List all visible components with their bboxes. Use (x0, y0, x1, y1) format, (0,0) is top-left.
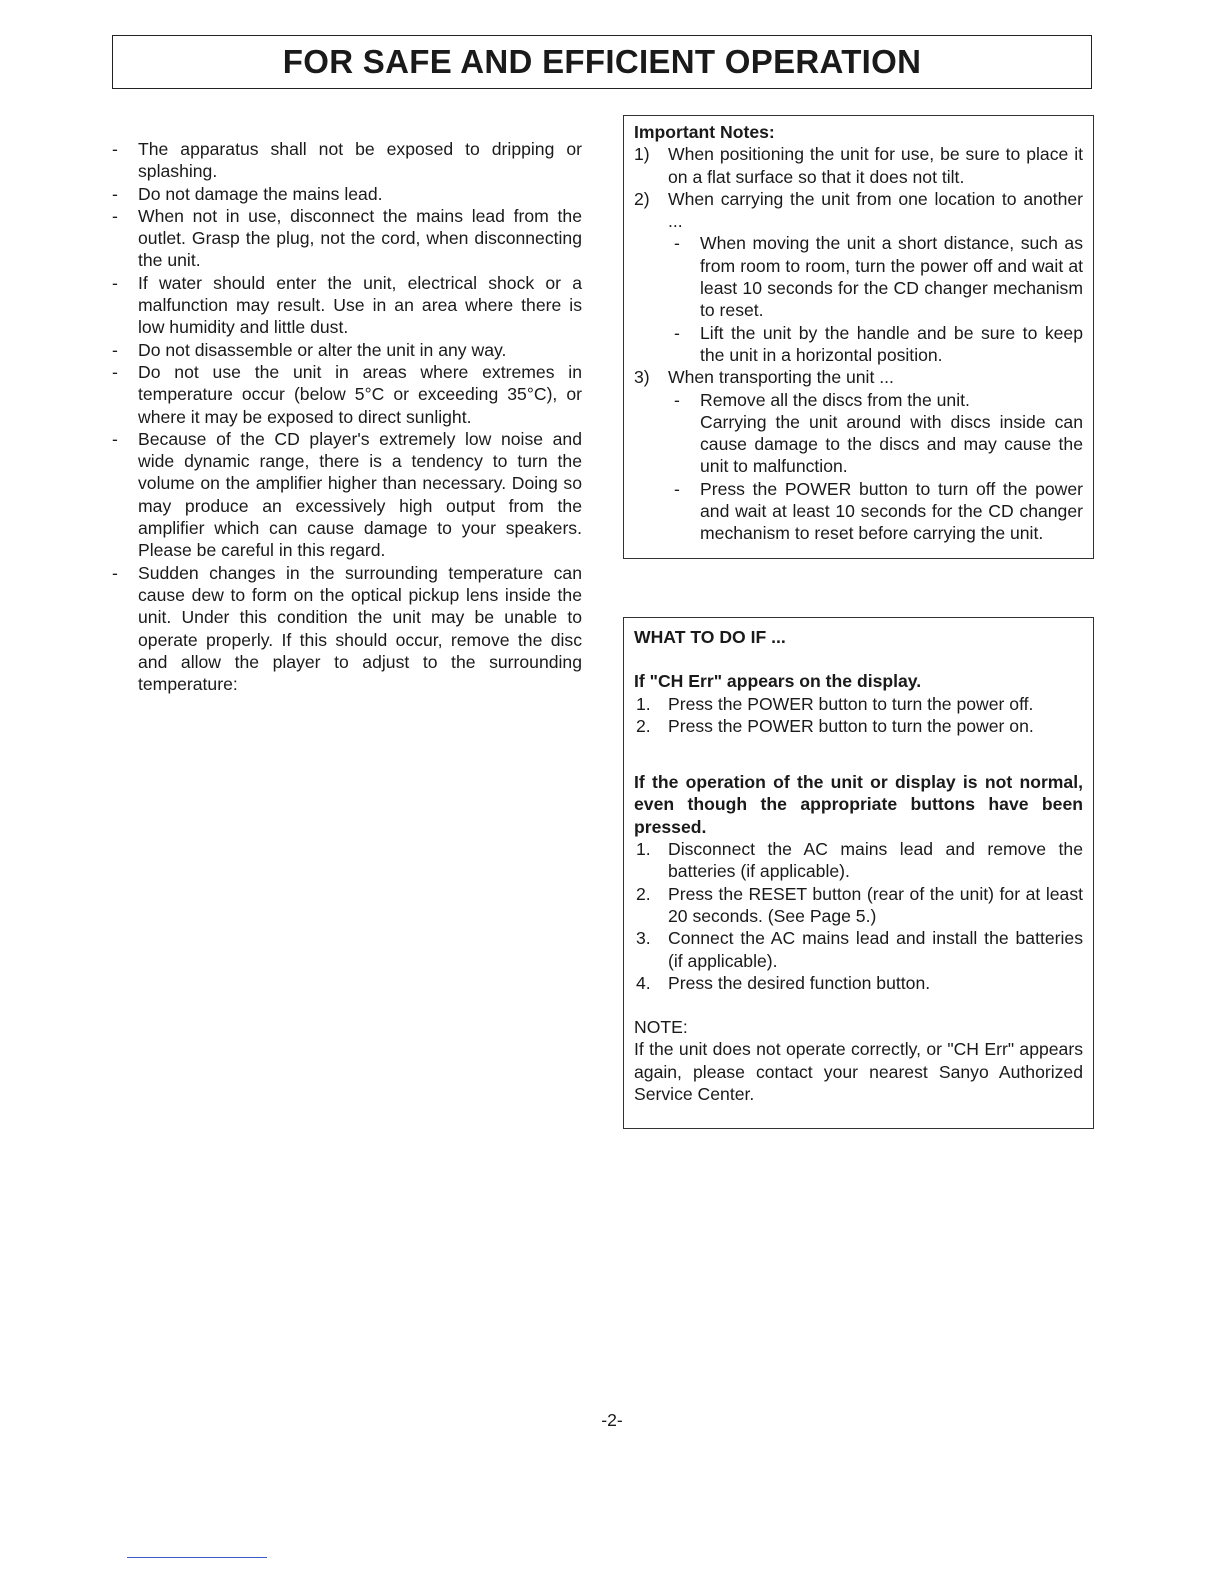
list-item (112, 428, 582, 562)
list-item-text: The apparatus shall not be exposed to dripping or splashing. (138, 139, 582, 182)
important-notes-box (623, 115, 1094, 559)
note-item (634, 188, 1083, 233)
step-text: Connect the AC mains lead and install the batteries (if applicable). (668, 928, 1083, 971)
step-number: 3. (636, 928, 651, 949)
list-item-text: If water should enter the unit, electrical shock or a malfunction may result. Use in an area where there is low humidity and little dust. (138, 272, 582, 338)
footer-rule (127, 1557, 267, 1558)
subitem-dash: - (674, 322, 680, 343)
note-text: When carrying the unit from one location to another ... (668, 188, 1083, 232)
section-heading: If the operation of the unit or display is not normal, even though the appropriate buttons have been pressed. (634, 772, 1083, 837)
note-label: NOTE: (634, 1017, 688, 1038)
note-text: When positioning the unit for use, be sure to place it on a flat surface so that it does not tilt. (668, 144, 1083, 187)
list-item (112, 361, 582, 428)
step-text: Press the desired function button. (668, 972, 931, 993)
note-subitem (634, 478, 1083, 545)
step-number: 1. (636, 693, 651, 714)
list-item (112, 183, 582, 205)
step-text: Press the POWER button to turn the power on. (668, 715, 1034, 736)
subitem-text: Remove all the discs from the unit. (700, 389, 970, 410)
note-number: 3) (634, 367, 650, 388)
list-dash: - (112, 428, 118, 449)
list-dash: - (112, 361, 118, 382)
notes-heading: Important Notes: (634, 122, 775, 142)
safety-list (112, 138, 582, 695)
list-item-text: When not in use, disconnect the mains lead from the outlet. Grasp the plug, not the cord, when disconnecting the unit. (138, 205, 582, 271)
page-title: FOR SAFE AND EFFICIENT OPERATION (282, 43, 922, 80)
step-number: 2. (636, 715, 651, 736)
section-heading: If "CH Err" appears on the display. (634, 671, 922, 692)
list-item (112, 562, 582, 696)
note-number: 2) (634, 188, 650, 209)
list-dash: - (112, 139, 118, 159)
step-number: 1. (636, 839, 651, 860)
list-item-text: Because of the CD player's extremely low noise and wide dynamic range, there is a tendency to turn the volume on the amplifier higher than necessary. Doing so may produce an excessively high output from the amplifier which can cause damage to your speakers. Please be careful in this regard. (138, 428, 582, 561)
note-number: 1) (634, 144, 650, 165)
list-dash: - (112, 562, 118, 583)
note-item (634, 143, 1083, 188)
list-dash: - (112, 183, 118, 204)
subitem-continuation: Carrying the unit around with discs inside can cause damage to the discs and may cause the unit to malfunction. (700, 411, 1083, 477)
step-text: Press the POWER button to turn the power off. (668, 693, 1034, 714)
step-text: Disconnect the AC mains lead and remove the batteries (if applicable). (668, 839, 1083, 882)
list-item (112, 138, 582, 183)
note-subitem (634, 322, 1083, 367)
step-item (634, 693, 1083, 715)
list-item-text: Sudden changes in the surrounding temperature can cause dew to form on the optical pickup lens inside the unit. Under this condition the unit may be unable to operate properly. If this should occur, remove the disc and allow the player to adjust to the surrounding temperature: (138, 562, 582, 695)
safety-list-column (112, 138, 582, 695)
list-item (112, 205, 582, 272)
list-item-text: Do not use the unit in areas where extremes in temperature occur (below 5°C or exceeding 35°C), or where it may be exposed to direct sunlight. (138, 361, 582, 427)
note-item (634, 366, 1083, 388)
step-item (634, 715, 1083, 737)
subitem-dash: - (674, 478, 680, 499)
list-dash: - (112, 272, 118, 293)
step-item (634, 838, 1083, 883)
page-number: -2- (601, 1410, 623, 1430)
note-text: When transporting the unit ... (668, 367, 894, 388)
step-number: 4. (636, 972, 651, 993)
subitem-dash: - (674, 233, 680, 254)
what-to-do-if-box (623, 617, 1094, 1129)
step-number: 2. (636, 883, 651, 904)
subitem-text: When moving the unit a short distance, such as from room to room, turn the power off and wait at least 10 seconds for the CD changer mechanism to reset. (700, 233, 1083, 321)
step-item (634, 927, 1083, 972)
whatif-heading: WHAT TO DO IF ... (634, 627, 786, 647)
list-dash: - (112, 339, 118, 360)
list-item-text: Do not damage the mains lead. (138, 183, 383, 204)
note-text: If the unit does not operate correctly, or "CH Err" appears again, please contact your nearest Sanyo Authorized Service Center. (634, 1039, 1083, 1105)
list-item (112, 272, 582, 339)
title-box (112, 35, 1092, 89)
list-item-text: Do not disassemble or alter the unit in any way. (138, 339, 507, 360)
step-text: Press the RESET button (rear of the unit) for at least 20 seconds. (See Page 5.) (668, 883, 1083, 926)
subitem-dash: - (674, 389, 680, 410)
subitem-text: Lift the unit by the handle and be sure to keep the unit in a horizontal position. (700, 322, 1083, 365)
list-item (112, 339, 582, 361)
note-subitem (634, 232, 1083, 321)
step-item (634, 972, 1083, 994)
subitem-text: Press the POWER button to turn off the power and wait at least 10 seconds for the CD changer mechanism to reset before carrying the unit. (700, 478, 1083, 544)
step-item (634, 883, 1083, 928)
note-subitem (634, 389, 1083, 411)
list-dash: - (112, 205, 118, 226)
